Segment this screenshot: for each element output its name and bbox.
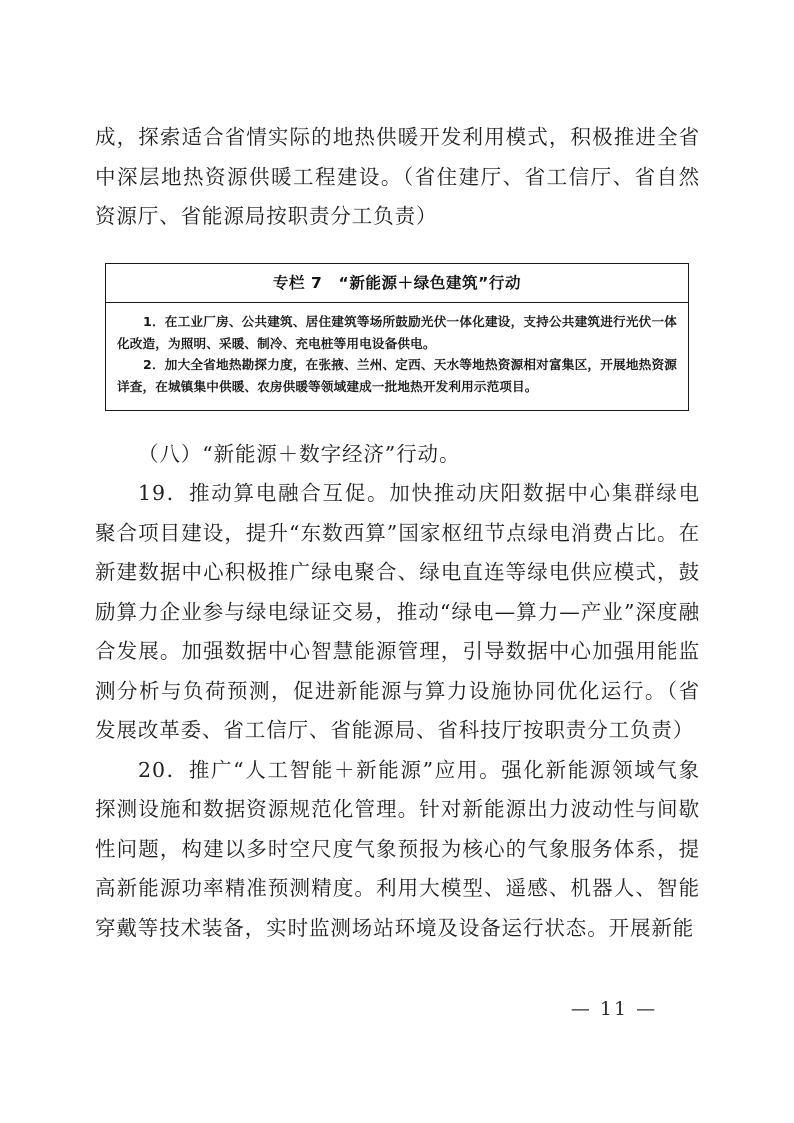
column-box-7: [105, 263, 689, 411]
paragraph-continued-from-previous-page: 成，探索适合省情实际的地热供暖开发利用模式，积极推进全省中深层地热资源供暖工程建设。（省住建厅、省工信厅、省自然资源厅、省能源局按职责分工负责）: [95, 125, 700, 228]
page-number: — 11 —: [570, 998, 658, 1020]
column-box-body: [106, 303, 688, 410]
paragraph-item-20: 20．推广“人工智能＋新能源”应用。强化新能源领域气象探测设施和数据资源规范化管理。针对新能源出力波动性与间歇性问题，构建以多时空尺度气象预报为核心的气象服务体系，提高新能源功率精准预测精度。利用大模型、遥感、机器人、智能穿戴等技术装备，实时监测场站环境及设备运行状态。开展新能: [95, 757, 700, 940]
page-content: [95, 118, 700, 948]
column-box-header: 专栏 7 “新能源＋绿色建筑”行动: [106, 264, 688, 303]
column-box-item: 1．在工业厂房、公共建筑、居住建筑等场所鼓励光伏一体化建设，支持公共建筑进行光伏一体化改造，为照明、采暖、制冷、充电桩等用电设备供电。: [117, 314, 677, 351]
column-box-item: 2．加大全省地热勘探力度，在张掖、兰州、定西、天水等地热资源相对富集区，开展地热资源详查，在城镇集中供暖、农房供暖等领域建成一批地热开发利用示范项目。: [117, 357, 677, 394]
paragraph-item-19: 19．推动算电融合互促。加快推动庆阳数据中心集群绿电聚合项目建设，提升“东数西算”国家枢纽节点绿电消费占比。在新建数据中心积极推广绿电聚合、绿电直连等绿电供应模式，鼓励算力企业参与绿电绿证交易，推动“绿电—算力—产业”深度融合发展。加强数据中心智慧能源管理，引导数据中心加强用能监测分析与负荷预测，促进新能源与算力设施协同优化运行。（省发展改革委、省工信厅、省能源局、省科技厅按职责分工负责）: [95, 481, 700, 742]
section-heading-eight: （八）“新能源＋数字经济”行动。: [138, 441, 461, 466]
page-footer: [0, 998, 794, 1020]
